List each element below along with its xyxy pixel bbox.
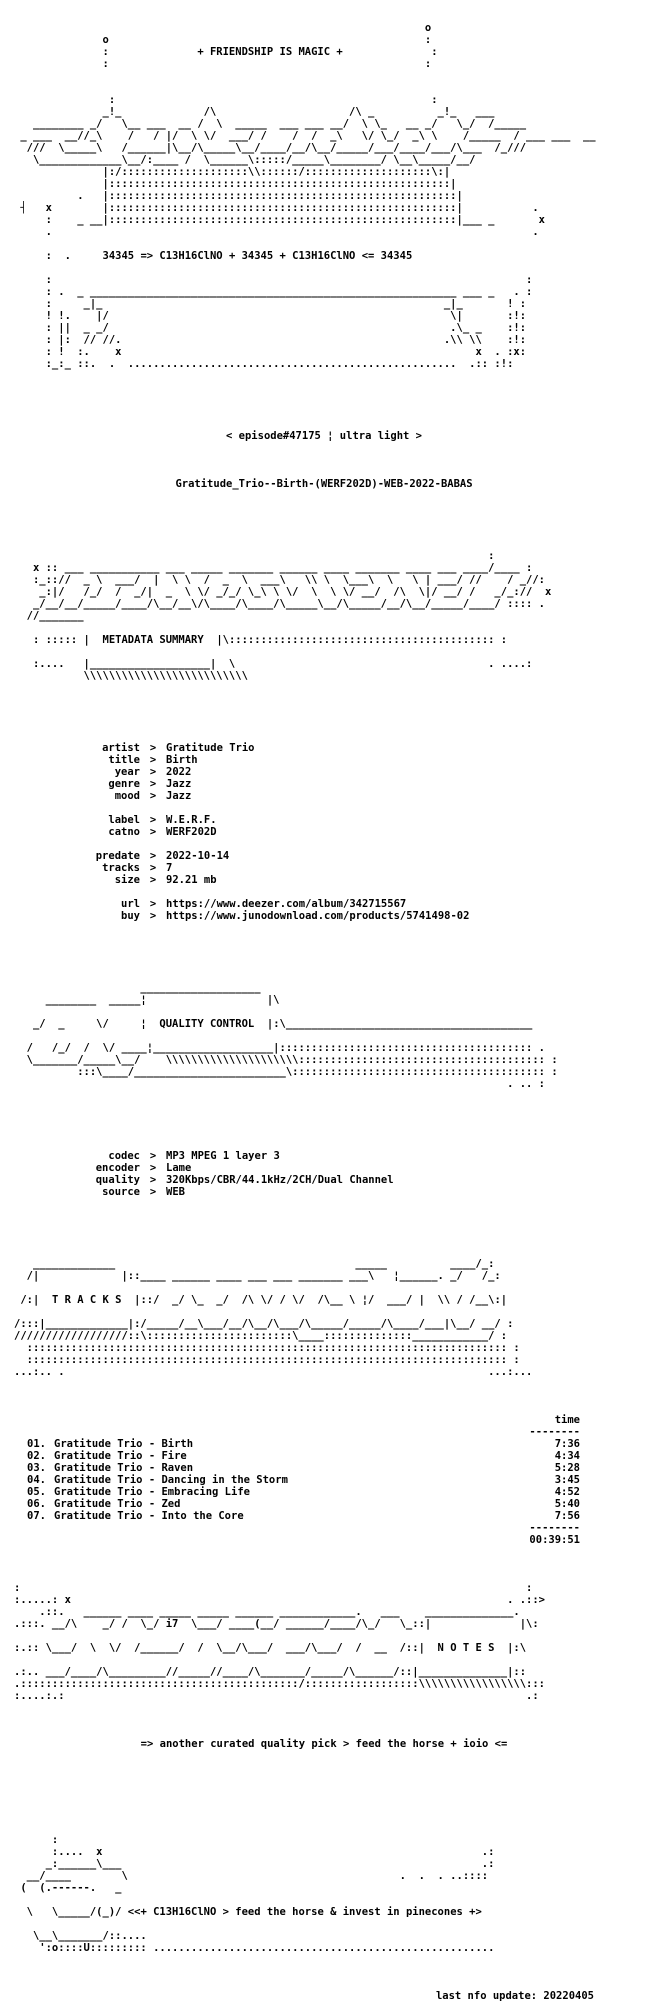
- track-row: 02. Gratitude Trio - Fire 4:34: [27, 1450, 580, 1462]
- meta-row-tracks: tracks > 7: [102, 862, 173, 874]
- track-row: 03. Gratitude Trio - Raven 5:28: [27, 1462, 580, 1474]
- meta-row-genre: genre > Jazz: [108, 778, 192, 790]
- tracks-banner-under: /:::|_____________|:/_____/__\___/__/\__/\___/\_____/_____/\____/___|\__/ __/ : //////////////////::\:::::::::::::::::::::::\____::::::::::::::____________/ : :::::::::::::::::::::::::::::::::::::::::::::::::::::::::::::::::::::::::::: : :::::::::::::::::::::::::::::::::::::::::::::::::::::::::::::::::::::::::::: : ...:.. . ...:...: [14, 1318, 533, 1378]
- footer-ship-art: : :.... x .: _:______\___ .: __/____ \ . . . ..:::: ( (.------. _: [20, 1834, 495, 1894]
- notes-section-title: N O T E S: [437, 1642, 495, 1654]
- quality-row-source: source > WEB: [102, 1186, 185, 1198]
- header-logo-art: : : _!_ /\ /\ _ _!_ ___ ________ _/ \__ ___ __ / \ _____ ___ ___ __/ \ \_ __ _/ \_/ /_____ _ ___ __//_\ / / |/ \ \/ ___/ / / / _\ \/ \_/ _\ \ /_____ / ___ ___ __ /// \_____\ /______|\__/\_____\__/____/__/\__/_____/___/____/___/\___ /_/// \_____________\__/:____ / \______\:::::/_____\________/ \__\_____/__/ |:/::::::::::::::::::::\\::::::/::::::::::::::::::::\:| |::::::::::::::::::::::::::::::::::::::::::::::::::::::| . |:::::::::::::::::::::::::::::::::::::::::::::::::::::::| ┤ x |:::::::::::::::::::::::::::::::::::::::::::::::::::::::| . : _ __|:::::::::::::::::::::::::::::::::::::::::::::::::::::::|___ _ x . .: [20, 94, 596, 238]
- formula-line: : . 34345 => C13H16ClNO + 34345 + C13H16ClNO <= 34345: [14, 250, 413, 262]
- quality-banner-art: ___________________ ________ _____¦ |\: [45, 982, 280, 1006]
- time-header: time: [554, 1414, 580, 1426]
- juno-link[interactable]: https://www.junodownload.com/products/5741498-02: [166, 910, 470, 922]
- metadata-banner-underline: :.... |___________________| \ . ....: \\\\\\\\\\\\\\\\\\\\\\\\\\: [32, 658, 533, 682]
- tagline: + FRIENDSHIP IS MAGIC +: [197, 46, 343, 58]
- deezer-link[interactable]: https://www.deezer.com/album/342715567: [166, 898, 407, 910]
- release-name: Gratitude_Trio--Birth-(WERF202D)-WEB-2022-BABAS: [175, 478, 473, 490]
- quality-banner-under: / /_/ / \/ ____¦___________________|:::::::::::::::::::::::::::::::::::::::: . \_______/_____\__/ \\\\\\\\\\\\\\\\\\\\\::::::::::::::::::::::::::::::::::::::: : :::\____/________________________\:::::::::::::::::::::::::::::::::::::::: : . .. :: [26, 1042, 558, 1090]
- metadata-list: [14, 742, 634, 922]
- track-row: 06. Gratitude Trio - Zed 5:40: [27, 1498, 580, 1510]
- footer-ship-under: \__\_______/::.... ':o::::U::::::::: ......................................................: [32, 1930, 495, 1954]
- meta-row-artist: artist > Gratitude Trio: [102, 742, 255, 754]
- meta-row-size: size > 92.21 mb: [114, 874, 217, 886]
- quality-list: [14, 1150, 634, 1198]
- tracklist: [14, 1414, 634, 1546]
- total-time: 00:39:51: [529, 1534, 580, 1546]
- last-update: last nfo update: 20220405: [435, 1990, 594, 2002]
- meta-row-predate: predate > 2022-10-14: [95, 850, 230, 862]
- meta-row-buy: buy > https://www.junodownload.com/products/5741498-02: [121, 910, 470, 922]
- quality-title-row: _/ _ \/ ¦ QUALITY CONTROL |:\_______________________________________: [14, 1018, 533, 1030]
- metadata-banner-art: : x :: ___ ___________ ___ _____ _______ ______ ____ _______ ____ ___ ____/____ : :_::// _ \ ___/ | \ \ / _ \ ___\ \\ \ \___\ \ \ | ___/ // / _//: _:|/ /_/ / _/| _ \ \/ _/_/ \_\ \ \/ \ \ \/ __/ /\ \|/ __/ / _/_:// x _/__/__/_____/____/\__/__\/\____/\____/\_____\__/\_____/__/\__/_____/____/ :::: . //_______: [26, 550, 552, 622]
- meta-row-label: label > W.E.R.F.: [108, 814, 217, 826]
- quality-row-encoder: encoder > Lame: [95, 1162, 192, 1174]
- footer-ship-text: <<+ C13H16ClNO > feed the horse & invest in pinecones +>: [127, 1906, 482, 1918]
- tracks-section-title: T R A C K S: [51, 1294, 122, 1306]
- tracks-title-row: /:| T R A C K S |::/ _/ \_ _/ /\ \/ / \/ /\__ \ ¦/ ___/ | \\ / /__\:|: [14, 1294, 508, 1306]
- tracks-banner-art: _____________ _____ ____/_: /| |::____ ______ ____ ___ ___ _______ ___\ ¦______. _/ /_:: [26, 1258, 501, 1282]
- meta-row-title: title > Birth: [108, 754, 198, 766]
- notes-banner-art: : : :.....: x . .::> .::. ______ ____ _____ _____ ______ ____________. ___ ______________. .:::. __/\ _/ / \_/ i7 \___/ ____(__/ ______/____/\_/ \_::| |\:: [14, 1582, 546, 1630]
- metadata-section-title: METADATA SUMMARY: [102, 634, 204, 646]
- episode-line: < episode#47175 ¦ ultra light >: [226, 430, 422, 442]
- meta-row-catno: catno > WERF202D: [108, 826, 217, 838]
- meta-row-mood: mood > Jazz: [114, 790, 192, 802]
- meta-row-url: url > https://www.deezer.com/album/342715567: [121, 898, 407, 910]
- metadata-title-row: : ::::: | METADATA SUMMARY |\:::::::::::::::::::::::::::::::::::::::::: :: [14, 634, 508, 646]
- track-row: 07. Gratitude Trio - Into the Core 7:56: [27, 1510, 580, 1522]
- notes-text: => another curated quality pick > feed the horse + ioio <=: [140, 1738, 508, 1750]
- meta-row-year: year > 2022: [114, 766, 192, 778]
- nfo-document: [14, 10, 634, 2014]
- notes-title-row: :.:: \___/ \ \/ /______/ / \__/\___/ ___/\___/ / __ /::| N O T E S |:\: [14, 1642, 527, 1654]
- time-header-rule: --------: [529, 1426, 580, 1438]
- quality-row-codec: codec > MP3 MPEG 1 layer 3: [108, 1150, 280, 1162]
- header-antenna-art: o o : : + FRIENDSHIP IS MAGIC + : : :: [102, 22, 438, 70]
- track-row: 01. Gratitude Trio - Birth 7:36: [27, 1438, 580, 1450]
- formula: 34345 => C13H16ClNO + 34345 + C13H16ClNO <= 34345: [102, 250, 413, 262]
- footer-ship-row: \ \_____/(_)/ <<+ C13H16ClNO > feed the horse & invest in pinecones +>: [14, 1906, 482, 1918]
- quality-section-title: QUALITY CONTROL: [159, 1018, 255, 1030]
- quality-row-quality: quality > 320Kbps/CBR/44.1kHz/2CH/Dual Channel: [95, 1174, 394, 1186]
- notes-banner-under: .:.. ___/____/\_________//_____//____/\_______/_____/\______/::|______________|:: .::::::::::::::::::::::::::::::::::::::::::::/::::::::::::::::::\\\\\\\\\\\\\\\\\::: :....:.: .:: [14, 1666, 546, 1702]
- track-row: 05. Gratitude Trio - Embracing Life 4:52: [27, 1486, 580, 1498]
- header-bridge-art: : : : . _ __________________________________________________________ ___ _ . : : _|_ _|_ ! : ! !. |/ \| :!: : || _ _/ .\_ _ :!: : |: // //. .\\ \\ :!: : ! :. x x . :x: :_:_ ::. . .................................................... .:: :!:: [45, 274, 533, 370]
- track-row: 04. Gratitude Trio - Dancing in the Storm 3:45: [27, 1474, 580, 1486]
- total-rule: --------: [529, 1522, 580, 1534]
